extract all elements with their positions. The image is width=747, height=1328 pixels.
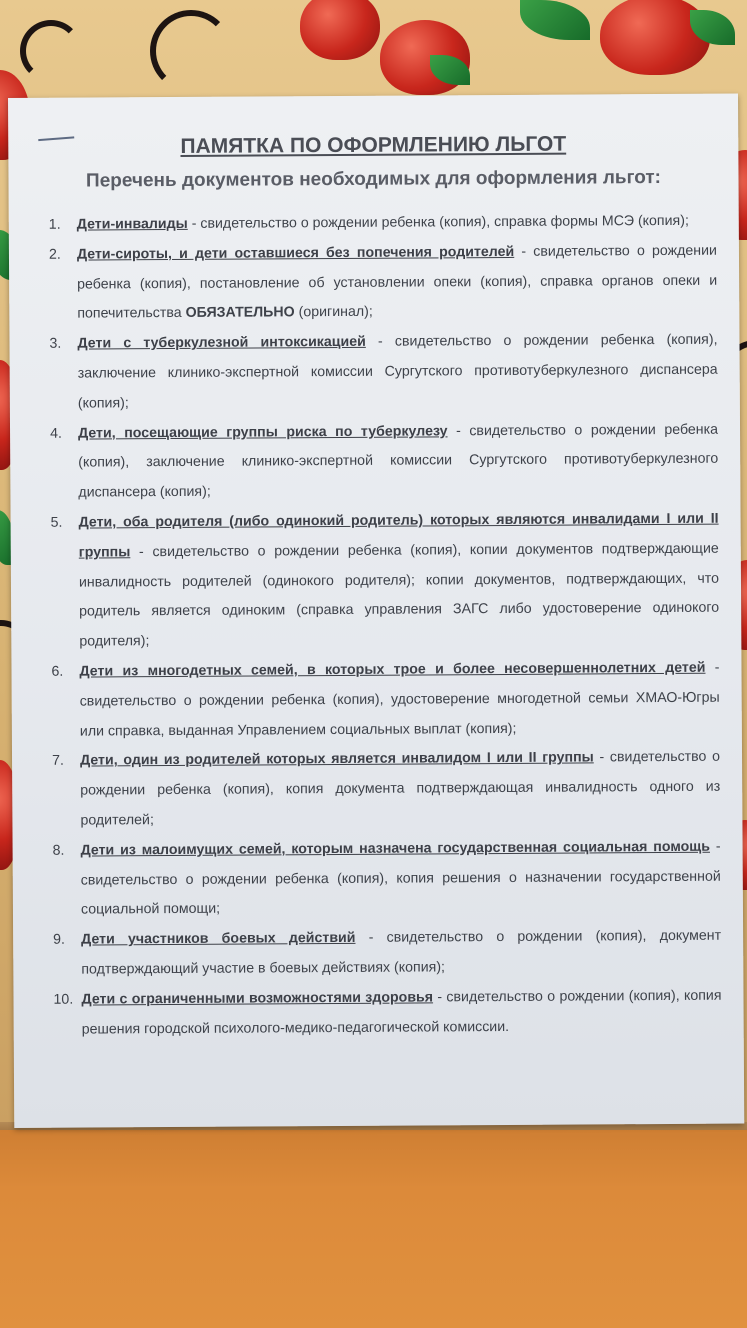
item-documents: - свидетельство о рождении (копия), копия решения городской психолого-медико-педагогической комиссии. (81, 987, 722, 1038)
leaf-decoration (520, 0, 590, 40)
swirl-decoration (150, 10, 232, 92)
item-number: 5. (50, 514, 63, 531)
item-number: 1. (48, 216, 61, 233)
list-item (11, 653, 742, 747)
memo-sheet (8, 94, 744, 1128)
list-item (10, 415, 741, 509)
item-documents: - свидетельство о рождении ребенка (копия), копии документов подтверждающие инвалидность родителей (одинокого родителя); копии документов, подтверждающих, что родитель является одиноким (справка управления ЗАГС либо удостоверение одинокого родителя); (78, 540, 720, 650)
item-documents: - свидетельство о рождении ребенка (копия), удостоверение многодетной семьи ХМАО-Югры или справка, выданная Управлением социальных выплат (копия); (79, 659, 720, 740)
benefit-list (9, 207, 744, 1046)
item-number: 7. (52, 753, 64, 770)
memo-subtitle: Перечень документов необходимых для оформления льгот: (85, 167, 662, 192)
list-item (11, 505, 742, 658)
category-label: Дети с ограниченными возможностями здоровья (81, 989, 434, 1008)
emphasis-text: ОБЯЗАТЕЛЬНО (185, 304, 295, 322)
item-documents: - свидетельство о рождении ребенка (копия), постановление об установлении опеки (копия), справка органов опеки и попечительства (77, 242, 718, 322)
item-number: 2. (48, 246, 61, 263)
item-number: 3. (49, 335, 62, 352)
item-documents: - свидетельство о рождении (копия), документ подтверждающий участие в боевых действиях (копия); (81, 927, 722, 978)
category-label: Дети-инвалиды (76, 215, 188, 233)
item-number: 10. (53, 991, 74, 1008)
item-documents: - свидетельство о рождении ребенка (копия), копия решения о назначении государственной социальной помощи; (80, 838, 721, 918)
category-label: Дети участников боевых действий (81, 930, 356, 948)
list-item (12, 743, 743, 837)
swirl-decoration (20, 20, 82, 82)
strawberry-decoration (300, 0, 380, 60)
category-label: Дети, один из родителей которых является инвалидом I или II группы (80, 749, 594, 769)
item-number: 6. (51, 663, 64, 680)
orange-surface (0, 1130, 747, 1328)
category-label: Дети из малоимущих семей, которым назначена государственная социальная помощь (80, 838, 711, 859)
item-number: 8. (52, 842, 65, 859)
item-number: 9. (53, 931, 66, 948)
list-item (9, 207, 739, 241)
item-documents: - свидетельство о рождении ребенка (копия), заключение клинико-экспертной комиссии Сургутского противотуберкулезного диспансера (копия); (78, 421, 719, 501)
category-label: Дети из многодетных семей, в которых трое и более несовершеннолетних детей (79, 659, 706, 680)
item-documents: - свидетельство о рождении ребенка (копия), справка формы МСЭ (копия); (187, 212, 689, 232)
category-label: Дети, посещающие группы риска по туберкулезу (77, 422, 448, 442)
category-label: Дети, оба родителя (либо одинокий родитель) которых являются инвалидами I или II группы (78, 510, 719, 561)
item-documents: - свидетельство о рождении ребенка (копия), копия документа подтверждающая инвалидность одного из родителей; (80, 749, 721, 829)
list-item (9, 236, 740, 330)
item-documents: - свидетельство о рождении ребенка (копия), заключение клинико-экспертной комиссии Сургутского противотуберкулезного диспансера (копия); (77, 331, 718, 412)
memo-title: ПАМЯТКА ПО ОФОРМЛЕНИЮ ЛЬГОТ (180, 132, 567, 158)
category-label: Дети-сироты, и дети оставшиеся без попечения родителей (76, 243, 515, 263)
list-item (13, 832, 744, 926)
item-documents-tail: (оригинал); (294, 304, 373, 321)
category-label: Дети с туберкулезной интоксикацией (77, 334, 366, 352)
list-item (13, 922, 743, 986)
list-item (9, 326, 740, 420)
list-item (13, 981, 743, 1045)
item-number: 4. (50, 425, 62, 442)
